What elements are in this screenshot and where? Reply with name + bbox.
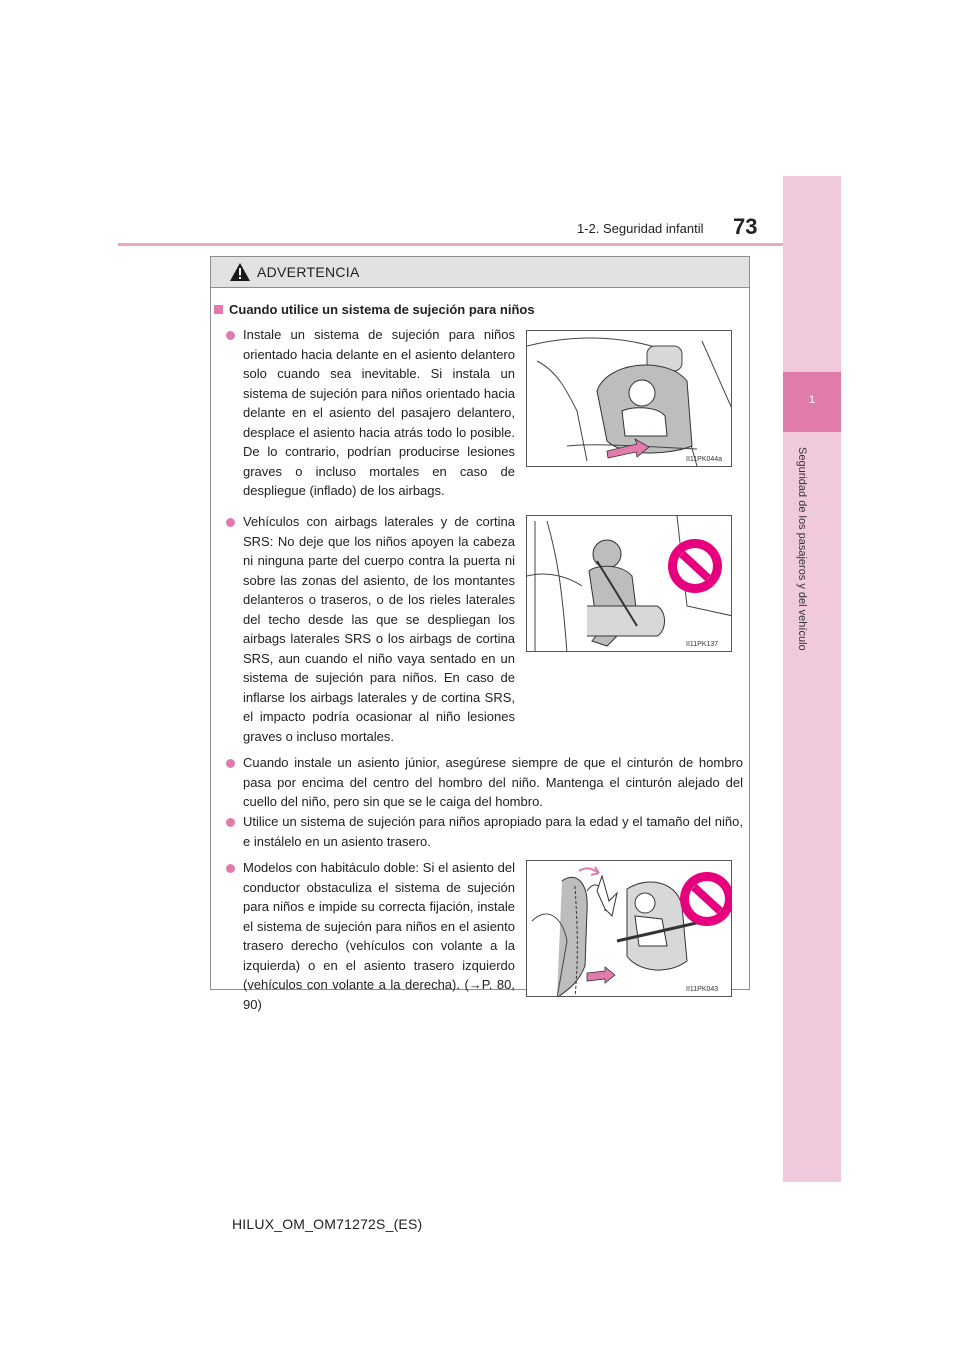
chapter-number: 1 bbox=[783, 372, 841, 432]
square-bullet-icon bbox=[214, 305, 223, 314]
warning-item-1-text: Instale un sistema de sujeción para niños orientado hacia delante en el asiento delantero solo cuando sea inevitable. Si instala un sistema de sujeción para niños orientado hacia delante en el asiento del pasajero delantero, desplace el asiento hacia atrás todo lo posible. De lo contrario, podrían producirse lesiones graves o incluso mortales en caso de despliegue (inflado) de los airbags. bbox=[243, 327, 515, 498]
side-airbag-illustration bbox=[527, 516, 732, 652]
bullet-icon bbox=[226, 331, 235, 340]
chapter-title: Seguridad de los pasajeros y del vehículo bbox=[796, 447, 808, 651]
bullet-icon bbox=[226, 818, 235, 827]
double-cab-illustration bbox=[527, 861, 732, 997]
header-rule bbox=[118, 243, 783, 246]
bullet-icon bbox=[226, 759, 235, 768]
warning-subheading: Cuando utilice un sistema de sujeción para niños bbox=[214, 302, 535, 317]
front-child-seat-illustration bbox=[527, 331, 732, 467]
bullet-icon bbox=[226, 864, 235, 873]
warning-item-4-text: Utilice un sistema de sujeción para niños apropiado para la edad y el tamaño del niño, e instálelo en un asiento trasero. bbox=[243, 814, 743, 849]
figure-code: II11PK043 bbox=[686, 986, 719, 993]
warning-title: ADVERTENCIA bbox=[257, 264, 360, 280]
warning-header bbox=[211, 257, 749, 288]
chapter-side-tab bbox=[783, 176, 841, 1182]
figure-side-airbag-warning bbox=[526, 515, 732, 652]
chapter-title-vertical bbox=[794, 447, 808, 687]
warning-item-5-text: Modelos con habitáculo doble: Si el asiento del conductor obstaculiza el sistema de sujeción para niños e impide su correcta fijación, instale el sistema de sujeción para niños en el asiento trasero derecho (vehículos con volante a la izquierda) o en el asiento trasero izquierdo (vehículos con volante a la derecha). (→P. 80, 90) bbox=[243, 860, 515, 1012]
document-code: HILUX_OM_OM71272S_(ES) bbox=[232, 1216, 423, 1232]
figure-double-cab-warning bbox=[526, 860, 732, 997]
figure-front-child-seat bbox=[526, 330, 732, 467]
figure-code: II11PK044a bbox=[686, 456, 723, 463]
bullet-icon bbox=[226, 518, 235, 527]
warning-item-2-text: Vehículos con airbags laterales y de cortina SRS: No deje que los niños apoyen la cabeza ni ninguna parte del cuerpo contra la puerta ni sobre las zonas del asiento, de los montantes delanteros o traseros, o de los rieles laterales del techo desde las que se despliegan los airbags laterales SRS o los airbags de cortina SRS, aun cuando el niño vaya sentado en un sistema de sujeción para niños. En caso de inflarse los airbags laterales y de cortina SRS, el impacto podría ocasionar al niño lesiones graves o incluso mortales. bbox=[243, 514, 515, 744]
figure-code: II11PK137 bbox=[686, 641, 719, 648]
warning-triangle-icon bbox=[229, 262, 251, 282]
warning-item-3-text: Cuando instale un asiento júnior, asegúrese siempre de que el cinturón de hombro pasa por encima del centro del hombro del niño. Mantenga el cinturón alejado del cuello del niño, pero sin que se le caiga del hombro. bbox=[243, 755, 743, 809]
page-number: 73 bbox=[733, 214, 758, 239]
section-title: 1-2. Seguridad infantil bbox=[577, 221, 704, 236]
